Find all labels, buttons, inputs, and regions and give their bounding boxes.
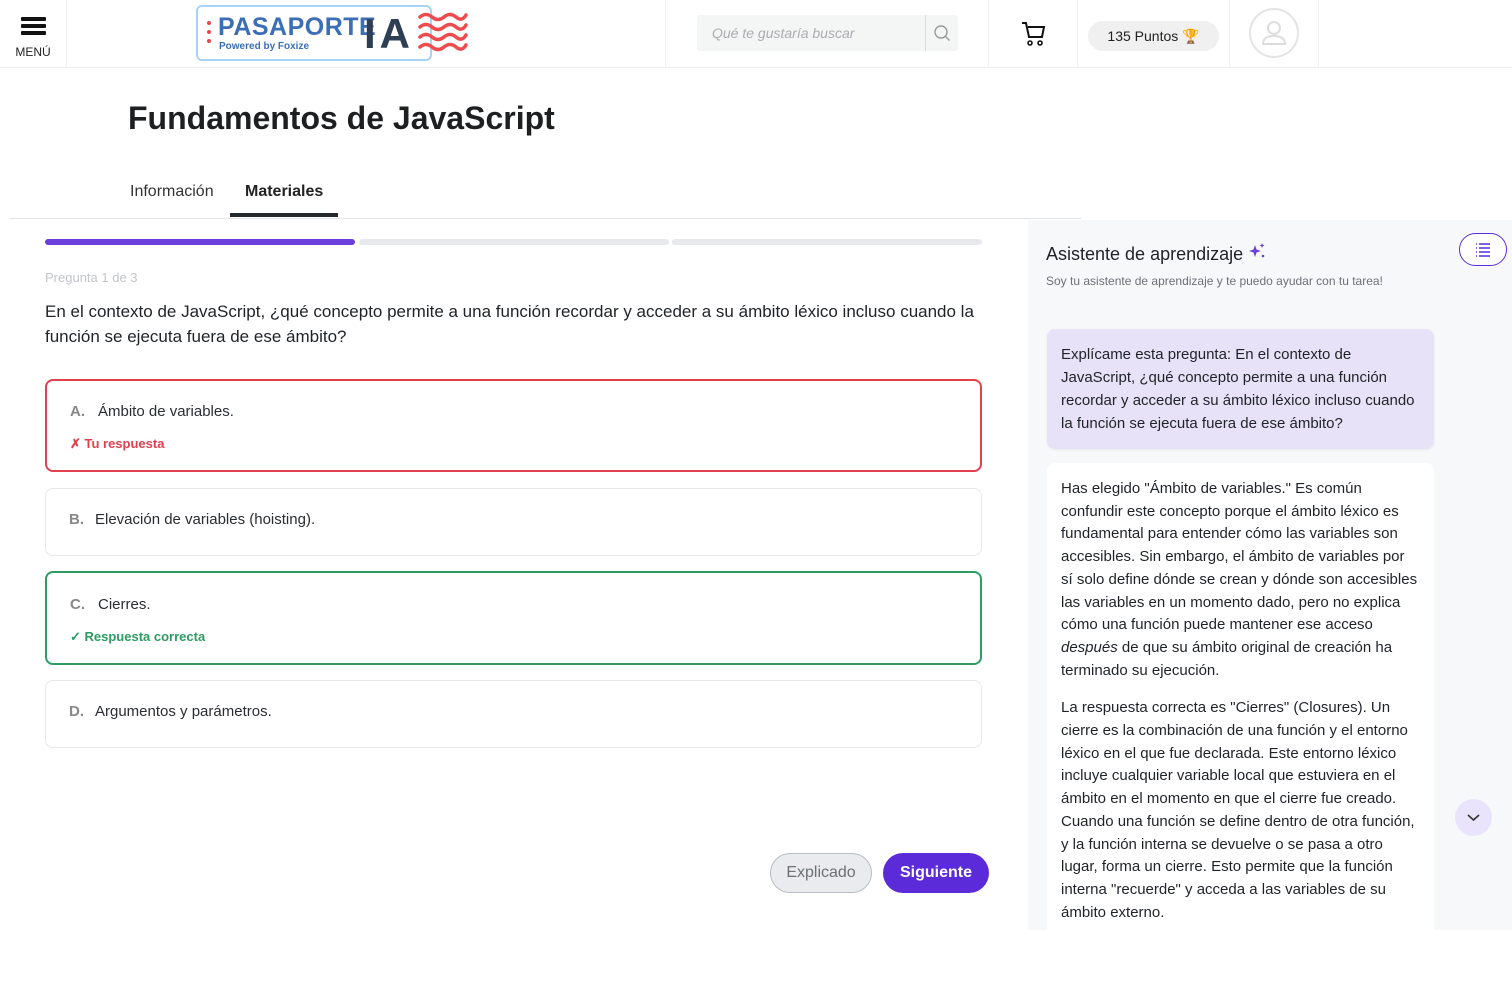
option-c[interactable] (45, 571, 982, 665)
history-list-button[interactable] (1459, 233, 1507, 266)
assistant-message (1047, 463, 1434, 930)
learning-assistant-panel (1028, 220, 1512, 930)
option-text: Elevación de variables (hoisting). (95, 511, 316, 528)
divider (1229, 0, 1230, 67)
text: de que su ámbito original de creación ha terminado su ejecución. (1061, 638, 1393, 679)
question-counter: Pregunta 1 de 3 (45, 270, 138, 285)
option-text: Argumentos y parámetros. (95, 703, 272, 720)
points-badge[interactable] (1088, 21, 1219, 51)
avatar[interactable] (1249, 8, 1299, 58)
trophy-icon: 🏆 (1182, 28, 1200, 44)
divider (1318, 0, 1319, 67)
correct-answer-label: ✓ Respuesta correcta (70, 629, 206, 644)
option-letter: A. (70, 403, 85, 420)
assistant-paragraph (1061, 478, 1420, 682)
logo-text: PASAPORTE (218, 13, 377, 41)
logo-dots (207, 21, 211, 48)
question-text: En el contexto de JavaScript, ¿qué concepto permite a una función recordar y acceder a su ámbito léxico incluso cuando la función se ejecuta fuera de ese ámbito? (45, 302, 974, 346)
assistant-subtitle: Soy tu asistente de aprendizaje y te puedo ayudar con tu tarea! (1046, 274, 1383, 288)
page-title: Fundamentos de JavaScript (128, 100, 555, 136)
option-text: Cierres. (98, 596, 151, 613)
menu-label: MENÚ (15, 45, 51, 59)
divider (988, 0, 989, 67)
divider (1077, 0, 1078, 67)
progress-segment-2 (359, 239, 669, 245)
footer-area (1028, 930, 1453, 982)
option-d[interactable] (45, 680, 982, 748)
option-letter: D. (69, 703, 84, 720)
assistant-title (1046, 242, 1266, 265)
assistant-paragraph: La respuesta correcta es "Cierres" (Closures). Un cierre es la combinación de una función y el entorno léxico en el que fue declarada. Este entorno léxico incluye cualquier variable local que estuviera en el ámbito en el momento en que el cierre fue creado. Cuando una función se define dentro de otra función, y la función interna se devuelve o se pasa a otro lugar, forma un cierre. Esto permite que la función interna "recuerde" y acceda a las variables de su ámbito externo. (1061, 699, 1415, 921)
progress-segment-1 (45, 239, 355, 245)
next-button[interactable]: Siguiente (883, 853, 989, 893)
chevron-down-icon (1455, 799, 1492, 836)
logo-waves-icon (418, 12, 468, 56)
search-placeholder: Qué te gustaría buscar (712, 25, 855, 41)
active-tab-indicator (230, 213, 338, 217)
scroll-down-button[interactable] (1455, 799, 1492, 836)
logo-subtitle: Powered by Foxize (219, 41, 310, 52)
sparkles-icon (1248, 242, 1266, 260)
emphasis: después (1061, 638, 1118, 656)
option-a[interactable] (45, 379, 982, 472)
option-text: Ámbito de variables. (98, 403, 234, 420)
points-label: 135 Puntos (1107, 28, 1179, 44)
search-button[interactable] (925, 15, 958, 51)
user-icon (1251, 10, 1297, 56)
course-tabs (10, 170, 1081, 219)
text: Has elegido "Ámbito de variables." Es común confundir este concepto porque el ámbito léxico es fundamental para entender cómo las variables son accesibles. Sin embargo, el ámbito de variables por sí solo define dónde se crean y dónde son accesibles las variables en un momento dado, pero no explica cómo una función puede mantener ese acceso (1061, 480, 1418, 634)
option-letter: C. (70, 596, 85, 613)
progress-segment-3 (672, 239, 982, 245)
your-answer-label: ✗ Tu respuesta (70, 436, 165, 451)
explained-button[interactable]: Explicado (770, 853, 872, 893)
assistant-title-text: Asistente de aprendizaje (1046, 244, 1244, 264)
divider (665, 0, 666, 67)
logo-ia: IA (364, 10, 414, 57)
list-icon (1460, 234, 1506, 265)
search-icon (926, 15, 959, 51)
search-input[interactable] (697, 15, 958, 51)
option-b[interactable] (45, 488, 982, 556)
hamburger-icon (21, 17, 46, 38)
tab-informacion[interactable]: Información (130, 183, 214, 200)
menu-button[interactable] (0, 0, 67, 67)
tab-materiales[interactable]: Materiales (245, 183, 324, 200)
top-header (0, 0, 1512, 68)
user-message: Explícame esta pregunta: En el contexto de JavaScript, ¿qué concepto permite a una función recordar y acceder a su ámbito léxico incluso cuando la función se ejecuta fuera de ese ámbito? (1047, 329, 1434, 449)
cart-icon[interactable] (1020, 21, 1046, 47)
option-letter: B. (69, 511, 84, 528)
